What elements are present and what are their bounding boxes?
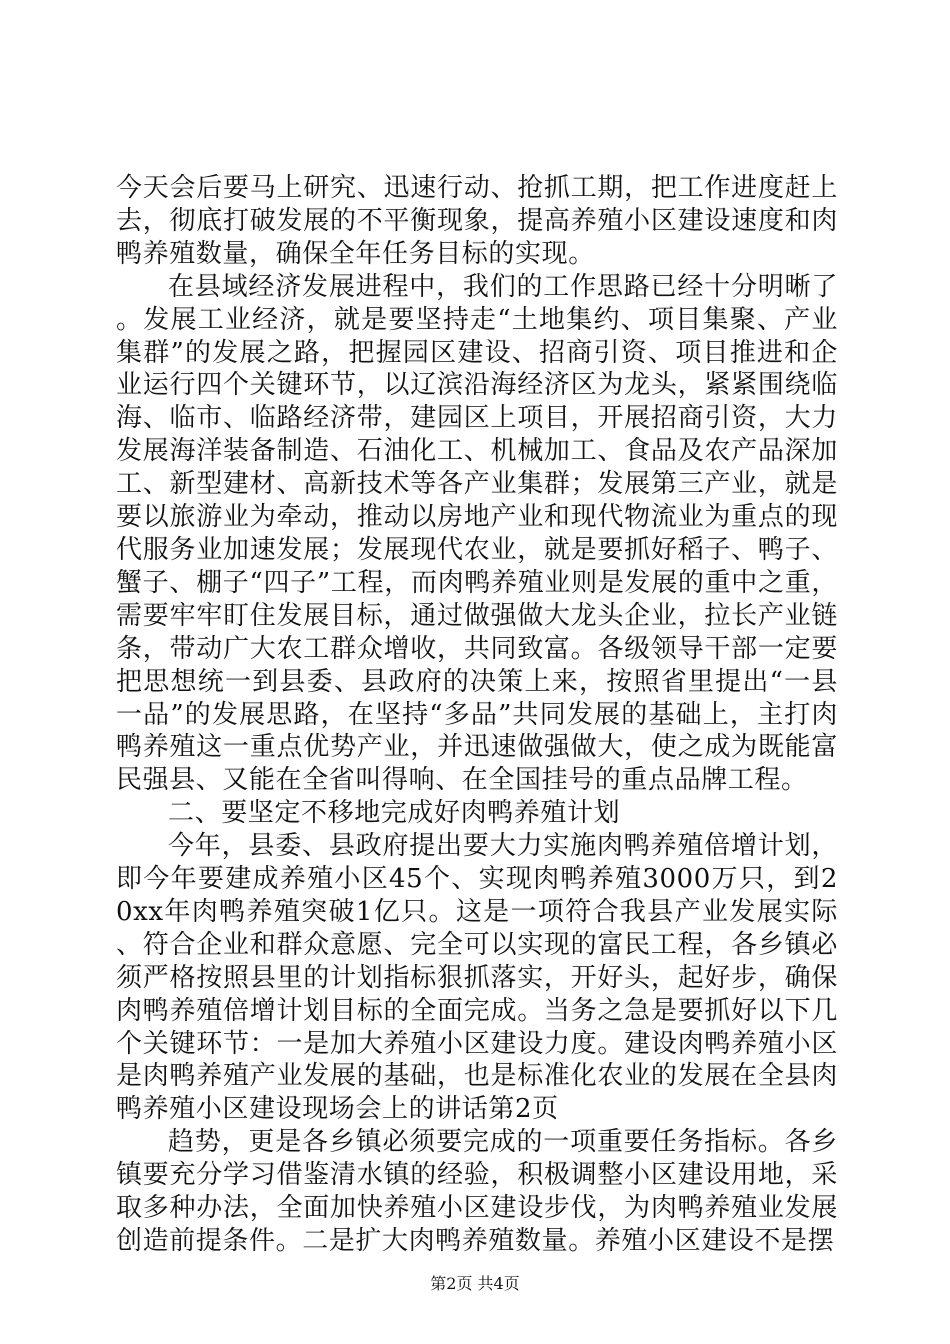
document-body [116, 172, 838, 1258]
page-number-footer: 第2页 共4页 [430, 1274, 520, 1293]
paragraph-continuation: 今天会后要马上研究、迅速行动、抢抓工期，把工作进度赶上去，彻底打破发展的不平衡现象，提高养殖小区建设速度和肉鸭养殖数量，确保全年任务目标的实现。 [116, 173, 838, 269]
paragraph-economic-strategy: 在县域经济发展进程中，我们的工作思路已经十分明晰了。发展工业经济，就是要坚持走“土地集约、项目集聚、产业集群”的发展之路，把握园区建设、招商引资、项目推进和企业运行四个关键环节，以辽滨沿海经济区为龙头，紧紧围绕临海、临市、临路经济带，建园区上项目，开展招商引资，大力发展海洋装备制造、石油化工、机械加工、食品及农产品深加工、新型建材、高新技术等各产业集群；发展第三产业，就是要以旅游业为牵动，推动以房地产业和现代物流业为重点的现代服务业加速发展；发展现代农业，就是要抓好稻子、鸭子、蟹子、棚子“四子”工程，而肉鸭养殖业则是发展的重中之重，需要牢牢盯住发展目标，通过做强做大龙头企业，拉长产业链条，带动广大农工群众增收，共同致富。各级领导干部一定要把思想统一到县委、县政府的决策上来，按照省里提出“一县一品”的发展思路，在坚持“多品”共同发展的基础上，主打肉鸭养殖这一重点优势产业，并迅速做强做大，使之成为既能富民强县、又能在全省叫得响、在全国挂号的重点品牌工程。 [116, 271, 838, 796]
section-heading-duck-plan: 二、要坚定不移地完成好肉鸭养殖计划 [168, 798, 621, 829]
paragraph-trend: 趋势，更是各乡镇必须要完成的一项重要任务指标。各乡镇要充分学习借鉴清水镇的经验，积极调整小区建设用地，采取多种办法，全面加快养殖小区建设步伐，为肉鸭养殖业发展创造前提条件。二是扩大肉鸭养殖数量。养殖小区建设不是摆 [116, 1127, 838, 1256]
paragraph-duck-plan: 今年，县委、县政府提出要大力实施肉鸭养殖倍增计划，即今年要建成养殖小区45个、实现肉鸭养殖3000万只，到20xx年肉鸭养殖突破1亿只。这是一项符合我县产业发展实际、符合企业和群众意愿、完全可以实现的富民工程，各乡镇必须严格按照县里的计划指标狠抓落实，开好头，起好步，确保肉鸭养殖倍增计划目标的全面完成。当务之急是要抓好以下几个关键环节：一是加大养殖小区建设力度。建设肉鸭养殖小区是肉鸭养殖产业发展的基础，也是标准化农业的发展在全县肉鸭养殖小区建设现场会上的讲话第2页 [116, 831, 838, 1125]
